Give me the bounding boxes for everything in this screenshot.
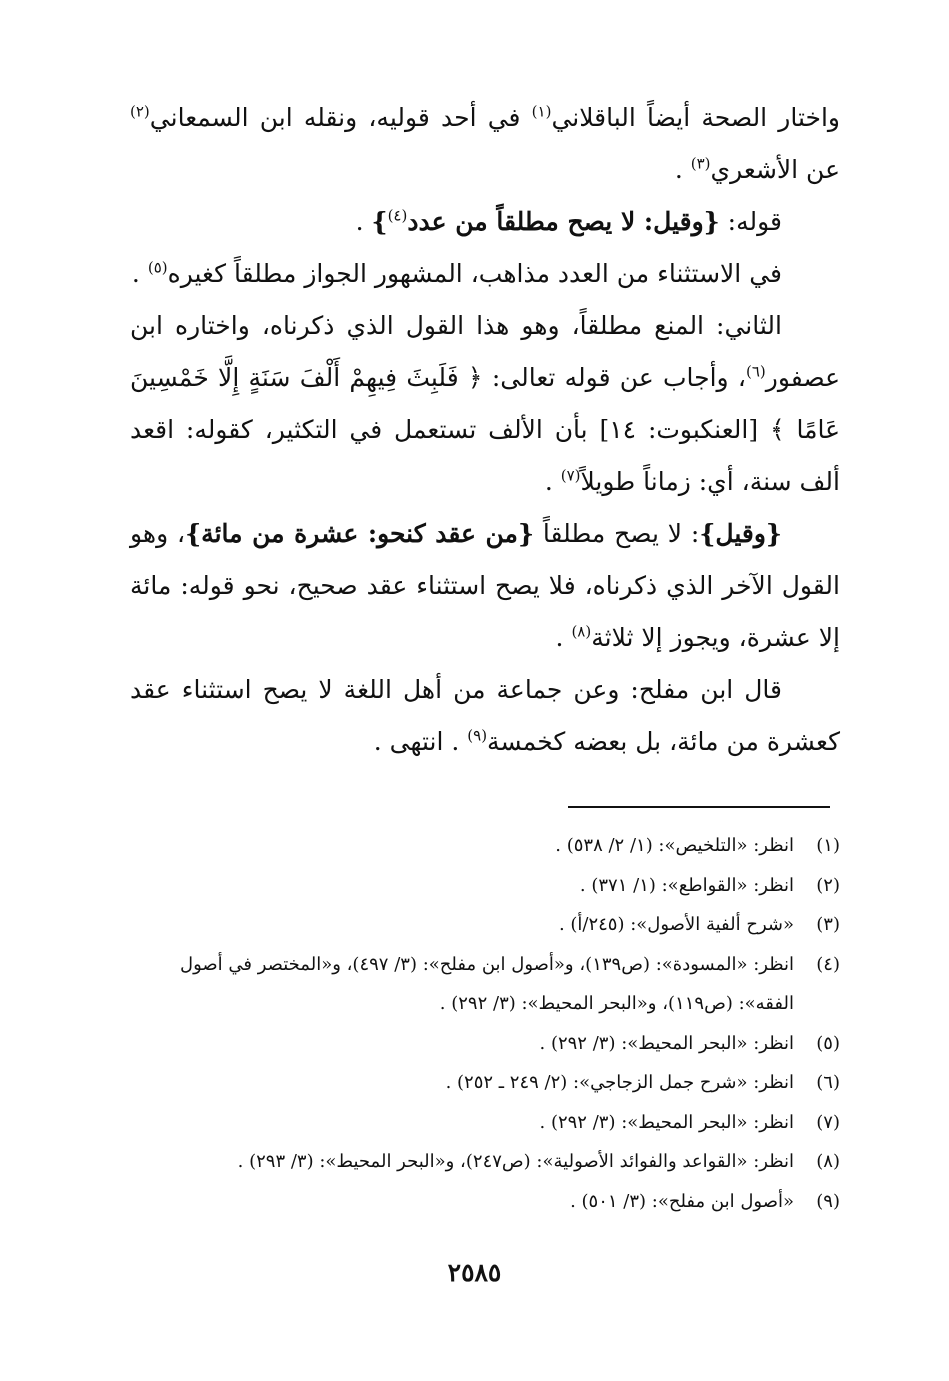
- footnote-ref[interactable]: (١): [531, 102, 552, 121]
- page-number: ٢٥٨٥: [447, 1258, 502, 1287]
- footnote-text: «أصول ابن مفلح»: (٣/ ٥٠١) .: [570, 1190, 794, 1212]
- footnote-text: انظر: «المسودة»: (ص١٣٩)، و«أصول ابن مفلح»: (٣/ ٤٩٧)، و«المختصر في أصول الفقه»: (ص١١٩)، و«البحر المحيط»: (٣/ ٢٩٢) .: [180, 953, 794, 1014]
- footnote-separator: [568, 806, 830, 808]
- text-run: عن الأشعري: [710, 155, 840, 184]
- footnote-number: (٦): [816, 1072, 840, 1093]
- matn-quote-close: }: [371, 207, 388, 236]
- text-run: الثاني: المنع مطلقاً، وهو هذا القول الذي ذكرناه، واختاره ابن عصفور: [130, 311, 840, 392]
- footnote-text: انظر: «القواطع»: (١/ ٣٧١) .: [579, 874, 794, 896]
- text-run: .: [544, 467, 561, 496]
- text-run: واختار الصحة أيضاً الباقلاني: [551, 103, 841, 132]
- footnote-item: [130, 1103, 840, 1143]
- text-run: . انتهى .: [373, 727, 468, 756]
- footnote-text: «شرح ألفية الأصول»: (٢٤٥/أ) .: [558, 914, 794, 935]
- footnote-number: (٩): [816, 1190, 840, 1212]
- footnotes: [130, 826, 840, 1221]
- footnote-number: (٥): [816, 1032, 840, 1054]
- text-run: في أحد قوليه، ونقله ابن السمعاني: [149, 103, 532, 132]
- footnote-ref[interactable]: (٥): [147, 258, 168, 277]
- main-text: [130, 92, 840, 768]
- footnote-text: انظر: «البحر المحيط»: (٣/ ٢٩٢) .: [539, 1032, 794, 1054]
- footnote-text: انظر: «البحر المحيط»: (٣/ ٢٩٢) .: [539, 1111, 794, 1133]
- paragraph-2: [130, 196, 840, 248]
- footnote-item: [130, 1063, 840, 1103]
- text-run: .: [555, 623, 572, 652]
- text-run: قال ابن مفلح: وعن جماعة من أهل اللغة لا يصح استثناء عقد كعشرة من مائة، بل بعضه كخمسة: [130, 675, 840, 756]
- paragraph-3: [130, 248, 840, 300]
- text-run: .: [131, 259, 148, 288]
- text-run: : لا يصح مطلقاً: [534, 519, 700, 548]
- footnote-item: [130, 1142, 840, 1182]
- matn-quote: {من عقد كنحو: عشرة من مائة}: [185, 519, 535, 548]
- matn-quote: {وقيل: لا يصح مطلقاً من عدد: [407, 207, 720, 236]
- footnote-ref[interactable]: (٤): [387, 206, 408, 225]
- footnote-number: (١): [816, 835, 840, 856]
- footnote-item: [130, 945, 840, 1024]
- paragraph-6: [130, 664, 840, 768]
- text-run: في الاستثناء من العدد مذاهب، المشهور الجواز مطلقاً كغيره: [167, 259, 782, 288]
- footnote-ref[interactable]: (٨): [571, 622, 592, 641]
- footnote-number: (٨): [816, 1151, 840, 1172]
- text-run: [العنكبوت: ١٤] بأن الألف تستعمل في التكثير، كقوله: اقعد ألف سنة، أي: زماناً طويلاً: [130, 415, 840, 496]
- footnote-text: انظر: «التلخيص»: (١/ ٢/ ٥٣٨) .: [555, 835, 794, 856]
- footnote-ref[interactable]: (٣): [690, 154, 711, 173]
- paragraph-1: [130, 92, 840, 196]
- text-run: ، وهو القول الآخر الذي ذكرناه، فلا يصح استثناء عقد صحيح، نحو قوله: مائة إلا عشرة، ويجوز إلا ثلاثة: [130, 519, 840, 652]
- footnote-ref[interactable]: (٧): [560, 466, 581, 485]
- text-run: .: [355, 207, 372, 236]
- footnote-item: [130, 866, 840, 906]
- footnote-ref[interactable]: (٢): [130, 102, 150, 121]
- matn-quote: {وقيل}: [699, 519, 782, 548]
- footnote-number: (٤): [816, 953, 840, 975]
- text-run: قوله:: [719, 207, 782, 236]
- footnote-ref[interactable]: (٦): [745, 362, 766, 381]
- footnote-item: [130, 1182, 840, 1222]
- footnote-item: [130, 1024, 840, 1064]
- footnote-ref[interactable]: (٩): [467, 726, 488, 745]
- paragraph-5: [130, 508, 840, 664]
- footnote-item: [130, 826, 840, 866]
- footnote-text: انظر: «القواعد والفوائد الأصولية»: (ص٢٤٧)، و«البحر المحيط»: (٣/ ٢٩٣) .: [237, 1151, 794, 1172]
- footnote-text: انظر: «شرح جمل الزجاجي»: (٢/ ٢٤٩ ـ ٢٥٢) .: [445, 1072, 794, 1093]
- quran-verse: ﴿ فَلَبِثَ فِيهِمْ أَلْفَ سَنَةٍ إِلَّا خَمْسِينَ عَامًا ﴾: [130, 363, 841, 444]
- footnote-number: (٣): [816, 914, 840, 935]
- text-run: .: [674, 155, 691, 184]
- footnote-number: (٧): [816, 1111, 840, 1133]
- footnote-item: [130, 905, 840, 945]
- text-run: ، وأجاب عن قوله تعالى:: [482, 363, 746, 392]
- footnote-number: (٢): [816, 874, 840, 896]
- paragraph-4: [130, 300, 840, 508]
